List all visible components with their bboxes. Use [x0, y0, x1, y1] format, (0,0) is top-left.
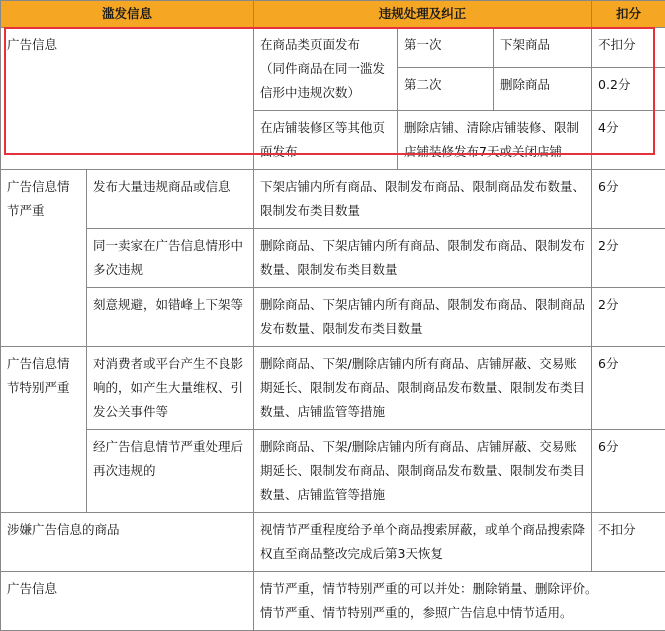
table-row [1, 170, 665, 229]
table-row [1, 229, 665, 288]
points-cell: 2分 [592, 288, 665, 347]
action-store: 删除店铺、清除店铺装修、限制店铺装修发布7天或关闭店铺 [398, 111, 592, 170]
action-cell: 删除商品、下架店铺内所有商品、限制发布商品、限制商品发布数量、限制发布类目数量 [254, 288, 592, 347]
action-delete: 删除商品 [494, 68, 592, 111]
section-c-label: 广告信息情节特别严重 [1, 347, 87, 513]
points-cell: 0.2分 [592, 68, 665, 111]
section-e-note [254, 572, 665, 631]
table-header-row [1, 1, 665, 28]
scene-text: 在商品类页面发布 [260, 37, 360, 52]
note-line-1: 情节严重，情节特别严重的可以并处：删除销量、删除评价。 [260, 581, 598, 596]
action-cell: 删除商品、下架/删除店铺内所有商品、店铺屏蔽、交易账期延长、限制发布商品、限制商品发布数量、限制发布类目数量、店铺监管等措施 [254, 347, 592, 430]
condition-cell: 刻意规避，如错峰上下架等 [87, 288, 254, 347]
table-row [1, 430, 665, 513]
points-cell: 不扣分 [592, 513, 665, 572]
times-second: 第二次 [398, 68, 494, 111]
header-points: 扣分 [592, 1, 665, 28]
header-handling: 违规处理及纠正 [254, 1, 592, 28]
section-e-label: 广告信息 [1, 572, 254, 631]
action-delist: 下架商品 [494, 28, 592, 68]
section-a-label: 广告信息 [1, 28, 254, 170]
section-d-label: 涉嫌广告信息的商品 [1, 513, 254, 572]
table-row [1, 572, 665, 631]
points-cell: 6分 [592, 430, 665, 513]
times-first: 第一次 [398, 28, 494, 68]
header-abuse-info: 滥发信息 [1, 1, 254, 28]
scene-note: （同件商品在同一滥发信形中违规次数） [260, 61, 385, 100]
table-row [1, 28, 665, 68]
points-cell: 4分 [592, 111, 665, 170]
section-a-scene-1 [254, 28, 398, 111]
section-a-scene-2: 在店铺装修区等其他页面发布 [254, 111, 398, 170]
table-row [1, 347, 665, 430]
points-cell: 不扣分 [592, 28, 665, 68]
points-cell: 6分 [592, 170, 665, 229]
section-b-label: 广告信息情节严重 [1, 170, 87, 347]
action-cell: 删除商品、下架店铺内所有商品、限制发布商品、限制发布数量、限制发布类目数量 [254, 229, 592, 288]
condition-cell: 发布大量违规商品或信息 [87, 170, 254, 229]
action-cell: 视情节严重程度给予单个商品搜索屏蔽，或单个商品搜索降权直至商品整改完成后第3天恢复 [254, 513, 592, 572]
table-row [1, 288, 665, 347]
condition-cell: 对消费者或平台产生不良影响的，如产生大量维权、引发公关事件等 [87, 347, 254, 430]
table-row [1, 513, 665, 572]
action-cell: 下架店铺内所有商品、限制发布商品、限制商品发布数量、限制发布类目数量 [254, 170, 592, 229]
points-cell: 2分 [592, 229, 665, 288]
note-line-2: 情节严重、情节特别严重的，参照广告信息中情节适用。 [260, 605, 573, 620]
points-cell: 6分 [592, 347, 665, 430]
condition-cell: 同一卖家在广告信息情形中多次违规 [87, 229, 254, 288]
condition-cell: 经广告信息情节严重处理后再次违规的 [87, 430, 254, 513]
action-cell: 删除商品、下架/删除店铺内所有商品、店铺屏蔽、交易账期延长、限制发布商品、限制商品发布数量、限制发布类目数量、店铺监管等措施 [254, 430, 592, 513]
